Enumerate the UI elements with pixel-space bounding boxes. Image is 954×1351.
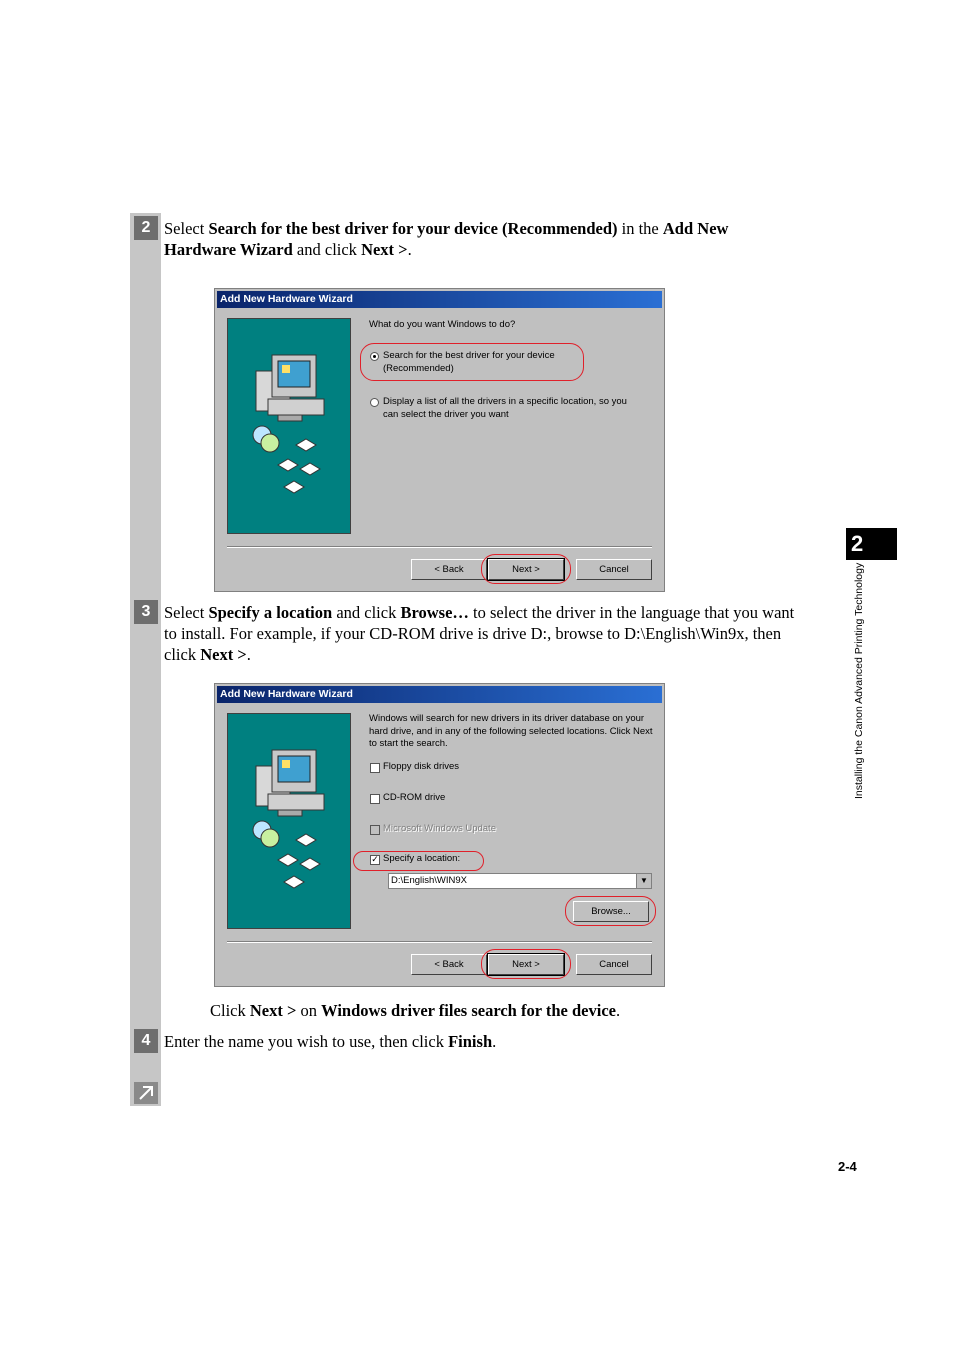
step-3-note: Click Next > on Windows driver files search for the device.: [210, 1001, 621, 1020]
next-button[interactable]: Next >: [488, 954, 564, 975]
location-path: D:\English\WIN9X: [391, 875, 468, 886]
chapter-title-vertical: Installing the Canon Advanced Printing Technology: [853, 563, 865, 800]
back-arrow-icon[interactable]: [134, 1082, 158, 1104]
checkbox-floppy[interactable]: [370, 763, 380, 773]
back-button[interactable]: < Back: [411, 559, 487, 580]
windows-update-label: Microsoft Windows Update: [383, 823, 496, 834]
specify-label[interactable]: Specify a location:: [383, 853, 461, 864]
step-2-text: Select Search for the best driver for your device (Recommended) in the Add New Hardware Wizard and click Next >.: [164, 219, 729, 259]
browse-highlight-oval: [565, 896, 656, 926]
step-4-text: Enter the name you wish to use, then click Finish.: [164, 1032, 497, 1051]
next-button[interactable]: Next >: [488, 559, 564, 580]
next-highlight-oval: [481, 949, 571, 979]
next-highlight-oval: [481, 554, 571, 584]
dialog-title: Add New Hardware Wizard: [217, 291, 662, 308]
wizard-image: [227, 318, 351, 534]
dialog-divider: [227, 546, 652, 548]
checkbox-specify-location[interactable]: ✓: [371, 855, 379, 865]
add-hardware-dialog-2: [214, 683, 665, 987]
specify-highlight-oval: [353, 851, 484, 871]
page-number: 2-4: [838, 1159, 857, 1174]
dialog-title: Add New Hardware Wizard: [217, 686, 662, 703]
wizard-image: [227, 713, 351, 929]
computer-icon: [228, 714, 350, 928]
step-number-2: 2: [134, 216, 158, 240]
step-number-3: 3: [134, 600, 158, 624]
floppy-label[interactable]: Floppy disk drives: [383, 761, 460, 772]
computer-icon: [228, 319, 350, 533]
highlight-oval: [360, 343, 584, 381]
add-hardware-dialog-1: [214, 288, 665, 592]
checkbox-windows-update: [370, 825, 380, 835]
cancel-button[interactable]: Cancel: [576, 559, 652, 580]
radio-display-list[interactable]: [370, 398, 379, 407]
checkbox-cdrom[interactable]: [370, 794, 380, 804]
wizard-question: What do you want Windows to do?: [369, 319, 516, 330]
location-combobox[interactable]: [388, 873, 652, 889]
chapter-tab: 2: [846, 528, 897, 560]
step-sidebar: [130, 213, 161, 1106]
option-display-label[interactable]: Display a list of all the drivers in a specific location, so you can select the driver you want: [383, 396, 627, 420]
search-intro: Windows will search for new drivers in its driver database on your hard drive, and in any of the following selected locations. Click Next to start the search.: [369, 713, 653, 749]
back-button[interactable]: < Back: [411, 954, 487, 975]
step-number-4: 4: [134, 1029, 158, 1053]
option-search-label[interactable]: Search for the best driver for your device (Recommended): [383, 350, 555, 374]
cancel-button[interactable]: Cancel: [576, 954, 652, 975]
step-3-text: Select Specify a location and click Browse… to select the driver in the language that you want to install. For example, if your CD-ROM drive is drive D:, browse to D:\English\Win9x, then click Next >.: [164, 603, 795, 664]
cdrom-label[interactable]: CD-ROM drive: [383, 792, 446, 803]
browse-button[interactable]: Browse...: [573, 901, 649, 922]
chevron-down-icon[interactable]: ▼: [636, 874, 651, 888]
dialog-divider: [227, 941, 652, 943]
